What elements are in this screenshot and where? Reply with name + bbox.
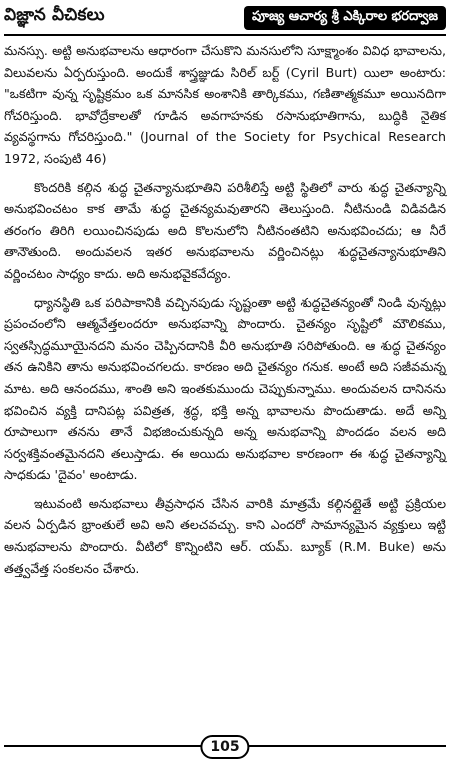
page-body <box>4 40 446 579</box>
paragraph-2: కొందరికి కల్గిన శుద్ధ చైతన్యానుభూతిని పరిశీలిస్తే అట్టి స్థితిలో వారు శుద్ధ చైతన్యాన్ని అనుభవించటం కాక తామే శుద్ధ చైతన్యమవుతారని తెలుస్తుంది. నీటినుండి విడివడిన తరంగం తిరిగి లయించినపుడు అది కొలనులోని నీటినంతటిని అనుభవించదు; ఆ నీరే తానౌతుంది. అందువలన ఇతర అనుభవాలను వర్ణించినట్లు శుద్ధచైతన్యానుభూతిని వర్ణించటం సాధ్యం కాదు. అది అనుభవైకవేద్యం. <box>4 179 446 281</box>
page-number: 105 <box>200 735 249 759</box>
header-rule <box>4 34 446 36</box>
paragraph-1: మనస్సు. అట్టి అనుభవాలను ఆధారంగా చేసుకొని మనసులోని సూక్ష్మాంశం వివిధ భావాలను, విలువలను ఏర్పరుస్తుంది. అందుకే శాస్త్రజ్ఞుడు సిరిల్ బర్ట్ (Cyril Burt) యిలా అంటారు: "ఒకటిగా వున్న సృష్టిక్రమం ఒక మానసిక అంశానికి తార్కికము, గణితాత్మకమూ అయినదిగా గోచరిస్తుంది. భావోద్రేకాలతో గూడిన అవగాహనకు రసానుభూతిగాను, బుద్ధికి నైతిక వ్యవస్థగాను గోచరిస్తుంది." (Journal of the Society for Psychical Research 1972, సంపుటి 46) <box>4 43 446 166</box>
running-header <box>0 0 450 34</box>
author-label: పూజ్య ఆచార్య శ్రీ ఎక్కిరాల భరద్వాజ <box>244 6 446 30</box>
paragraph-3: ధ్యానస్థితి ఒక పరిపాకానికి వచ్చినపుడు సృష్టంతా అట్టి శుద్ధచైతన్యంతో నిండి వున్నట్లు ప్రపంచంలోని ఆత్మవేత్తలందరూ అనుభవాన్ని పొందారు. చైతన్యం సృష్టిలో మౌలికము, స్వతస్సిద్ధమూయైనదని మనం చెప్పినదానికి వీరి అనుభూతి సరిపోతుంది. ఆ శుద్ధ చైతన్యం తన ఉనికిని తాను అనుభవించగలదు. కారణం అది చైతన్యం గనుక. అంటే అది సజీవమన్న మాట. అది ఆనందము, శాంతి అని ఇంతకుముందు చెప్పుకున్నాము. అందువలన దానినను భవించిన వ్యక్తి దానిపట్ల పవిత్రత, శ్రద్ధ, భక్తి అన్న భావాలను పొందుతాడు. అదే అన్ని రూపాలుగా తనను తానే విభజించుకున్నది అన్న అనుభవాన్ని పొందడం వలన అది సర్వశక్తివంతమైనదని తలుస్తాడు. ఈ అయిదు అనుభవాల కారణంగా ఈ శుద్ధ చైతన్యాన్ని సాధకుడు 'దైవం' అంటాడు. <box>4 294 446 483</box>
book-title: విజ్ఞాన వీచికలు <box>4 5 105 25</box>
paragraph-4: ఇటువంటి అనుభవాలు తీవ్రసాధన చేసిన వారికి మాత్రమే కల్గినట్లైతే అట్టి ప్రక్రియల వలన ఏర్పడిన భ్రాంతులే అవి అని తలచవచ్చు. కాని ఎందరో సామాన్యమైన వ్యక్తులు ఇట్టి అనుభవాలను పొందారు. వీటిలో కొన్నింటిని ఆర్. యమ్. బ్యూక్ (R.M. Buke) అను తత్త్వవేత్త సంకలనం చేశారు. <box>4 495 446 576</box>
